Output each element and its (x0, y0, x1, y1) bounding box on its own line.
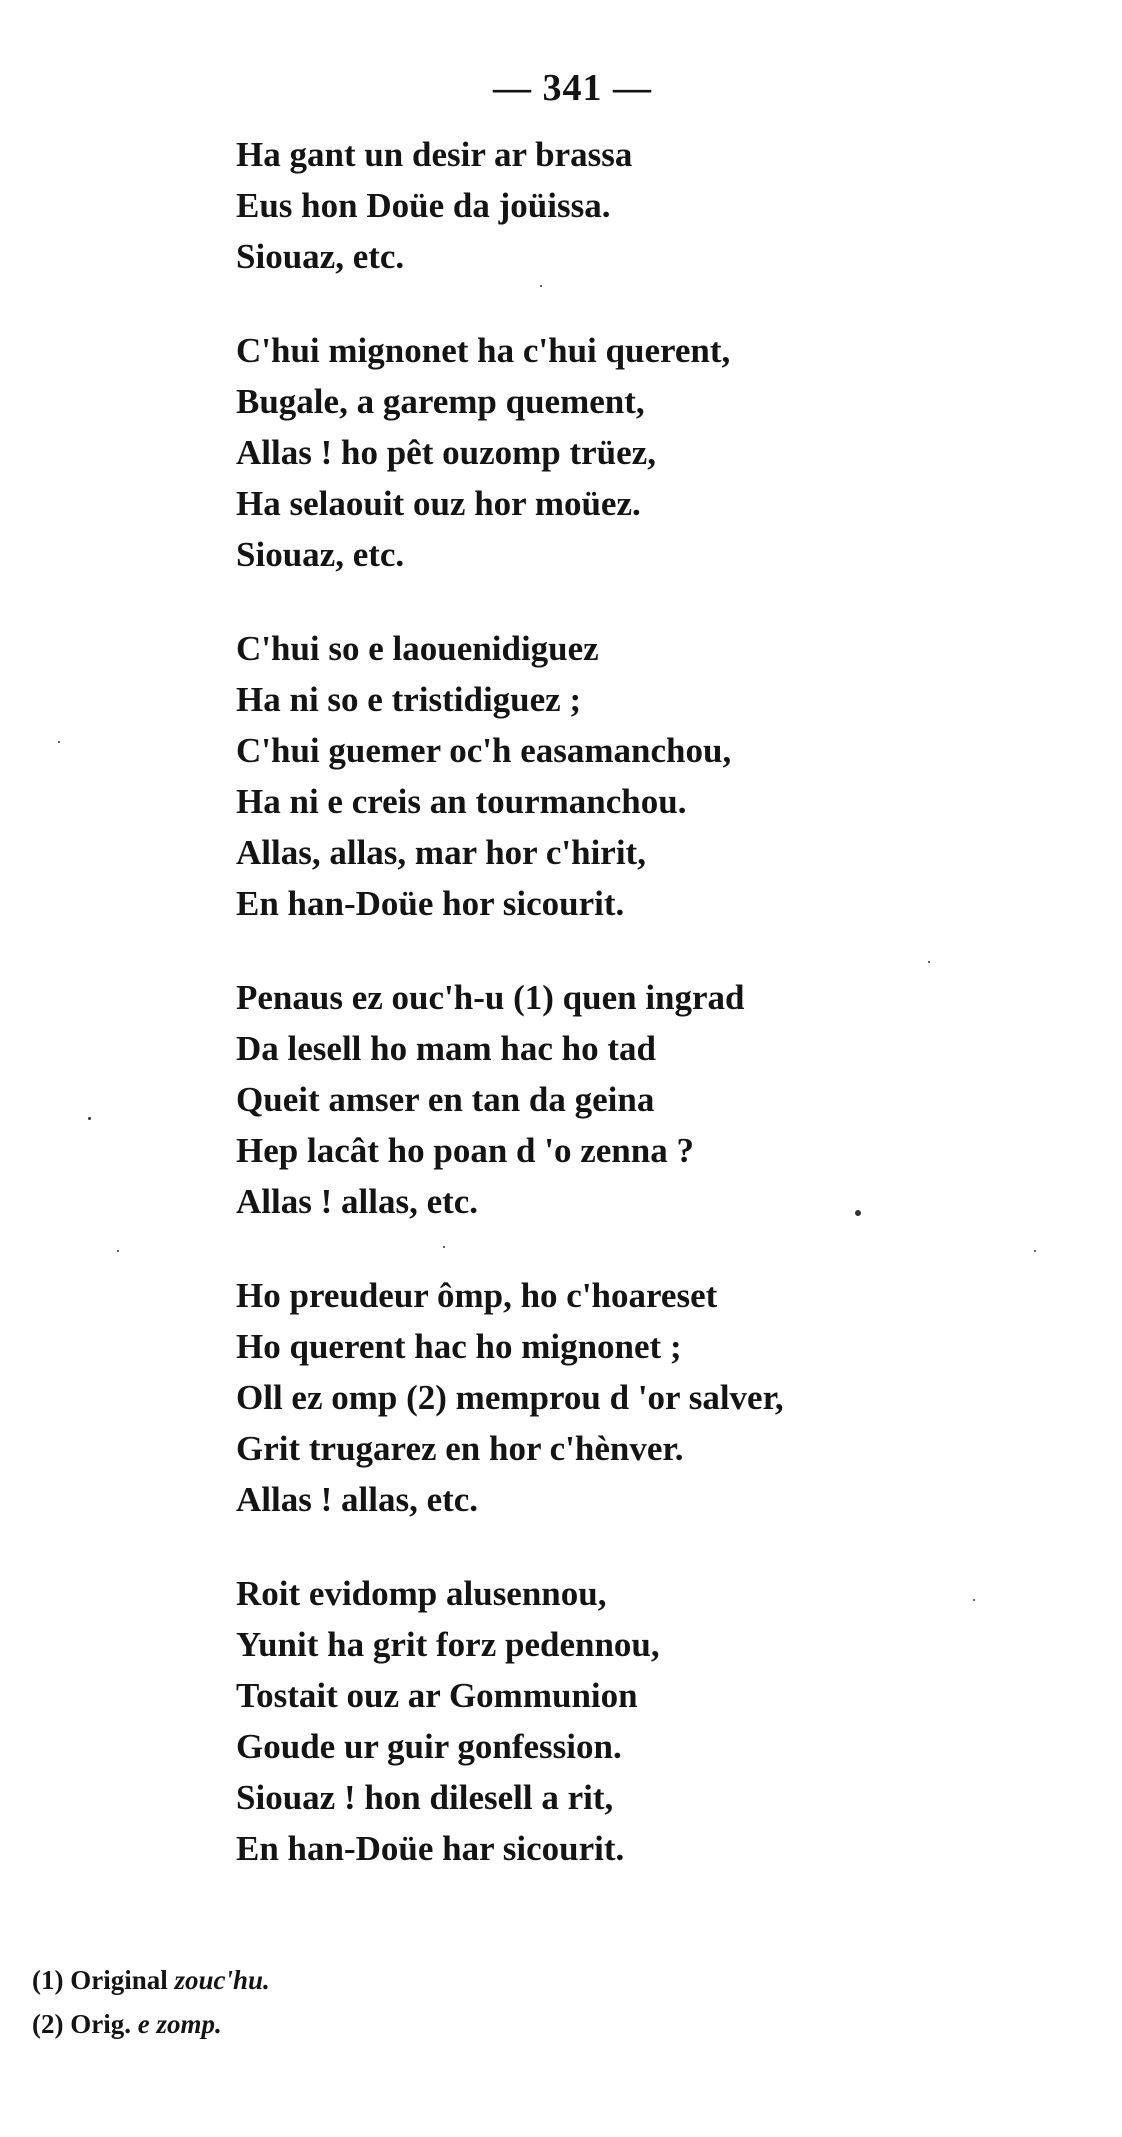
print-speck (855, 1210, 861, 1216)
footnotes (32, 1958, 732, 2046)
poem-line: Allas ! ho pêt ouzomp trüez, (236, 433, 656, 472)
footnote-2 (32, 2002, 732, 2046)
stanza-4 (236, 972, 1096, 1227)
poem-line: Eus hon Doüe da joüissa. (236, 186, 611, 225)
print-speck (117, 1250, 119, 1252)
poem-line: Bugale, a garemp quement, (236, 382, 645, 421)
stanza-5 (236, 1270, 1096, 1525)
footnote-original-text: e zomp. (137, 2009, 222, 2039)
poem-line: Grit trugarez en hor c'hènver. (236, 1429, 684, 1468)
footnote-marker: (2) Orig. (32, 2009, 131, 2039)
stanza-6 (236, 1568, 1096, 1874)
poem-line: Tostait ouz ar Gommunion (236, 1676, 638, 1715)
stanza-2 (236, 325, 1096, 580)
footnote-marker: (1) Original (32, 1965, 168, 1995)
poem-line: Goude ur guir gonfession. (236, 1727, 622, 1766)
print-speck (973, 1599, 975, 1601)
poem (236, 129, 1096, 1917)
poem-line: Penaus ez ouc'h-u (1) quen ingrad (236, 978, 745, 1017)
stanza-1 (236, 129, 1096, 282)
poem-line: Allas, allas, mar hor c'hirit, (236, 833, 646, 872)
poem-line: Ha gant un desir ar brassa (236, 135, 633, 174)
poem-line: Ho querent hac ho mignonet ; (236, 1327, 682, 1366)
poem-line: En han-Doüe har sicourit. (236, 1829, 625, 1868)
poem-line: Allas ! allas, etc. (236, 1480, 479, 1519)
poem-line: Ha selaouit ouz hor moüez. (236, 484, 641, 523)
poem-line: Siouaz, etc. (236, 535, 405, 574)
print-speck (540, 285, 542, 287)
poem-line: Ha ni e creis an tourmanchou. (236, 782, 687, 821)
poem-line: Roit evidomp alusennou, (236, 1574, 607, 1613)
page-number: — 341 — (493, 67, 652, 109)
poem-line: C'hui so e laouenidiguez (236, 629, 599, 668)
stanza-3 (236, 623, 1096, 929)
print-speck (88, 1117, 91, 1120)
poem-line: Allas ! allas, etc. (236, 1182, 479, 1221)
print-speck (1034, 1250, 1036, 1252)
print-speck (443, 1246, 445, 1248)
poem-line: En han-Doüe hor sicourit. (236, 884, 625, 923)
poem-line: C'hui mignonet ha c'hui querent, (236, 331, 731, 370)
poem-line: Ha ni so e tristidiguez ; (236, 680, 582, 719)
footnote-1 (32, 1958, 732, 2002)
print-speck (928, 961, 930, 963)
poem-line: Ho preudeur ômp, ho c'hoareset (236, 1276, 718, 1315)
poem-line: Yunit ha grit forz pedennou, (236, 1625, 660, 1664)
poem-line: C'hui guemer oc'h easamanchou, (236, 731, 732, 770)
poem-line: Da lesell ho mam hac ho tad (236, 1029, 656, 1068)
poem-line: Oll ez omp (2) memprou d 'or salver, (236, 1378, 784, 1417)
poem-line: Hep lacât ho poan d 'o zenna ? (236, 1131, 694, 1170)
print-speck (58, 741, 60, 743)
footnote-original-text: zouc'hu. (174, 1965, 270, 1995)
poem-line: Siouaz ! hon dilesell a rit, (236, 1778, 614, 1817)
poem-line: Queit amser en tan da geina (236, 1080, 655, 1119)
poem-line: Siouaz, etc. (236, 237, 405, 276)
